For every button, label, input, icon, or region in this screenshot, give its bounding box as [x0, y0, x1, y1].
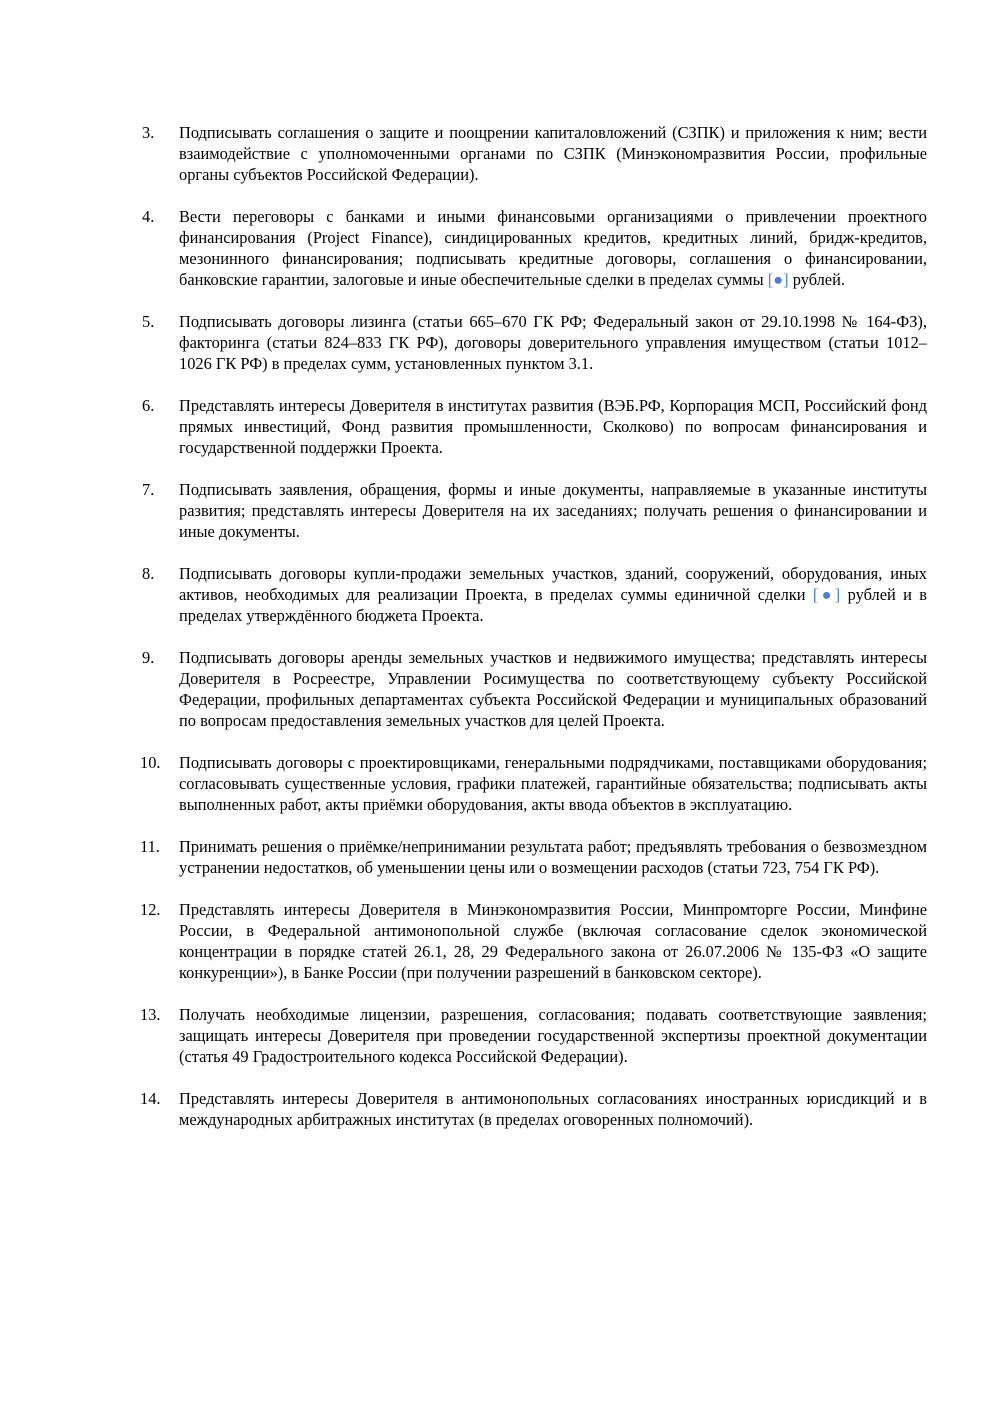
- item-text: Принимать решения о приёмке/непринимании результата работ; предъявлять требования о безвозмездном устранении недостатков, об уменьшении цены или о возмещении расходов (статьи 723, 754 ГК РФ).: [179, 837, 927, 877]
- item-text: Подписывать заявления, обращения, формы и иные документы, направляемые в указанные институты развития; представлять интересы Доверителя на их заседаниях; получать решения о финансировании и иные документы.: [179, 480, 927, 541]
- list-item: [140, 395, 927, 458]
- item-number: 14.: [140, 1089, 161, 1108]
- item-text-after: рублей и в пределах утверждённого бюджета Проекта.: [179, 585, 927, 625]
- item-text: Представлять интересы Доверителя в антимонопольных согласованиях иностранных юрисдикций и в международных арбитражных институтах (в пределах оговоренных полномочий).: [179, 1089, 927, 1129]
- item-text: [179, 206, 927, 290]
- item-number: 11.: [140, 837, 160, 856]
- item-number: 7.: [142, 480, 155, 499]
- item-text-before: Подписывать договоры купли-продажи земельных участков, зданий, сооружений, оборудования, иных активов, необходимых для реализации Проекта, в пределах суммы единичной сделки: [179, 564, 927, 604]
- amount-placeholder: [●]: [812, 585, 841, 604]
- item-text: Представлять интересы Доверителя в институтах развития (ВЭБ.РФ, Корпорация МСП, Российский фонд прямых инвестиций, Фонд развития промышленности, Сколково) по вопросам финансирования и государственной поддержки Проекта.: [179, 396, 927, 457]
- item-text: Представлять интересы Доверителя в Минэкономразвития России, Минпромторге России, Минфине России, в Федеральной антимонопольной службе (включая согласование сделок экономической концентрации в порядке статей 26.1, 28, 29 Федерального закона от 26.07.2006 № 135-ФЗ «О защите конкуренции»), в Банке России (при получении разрешений в банковском секторе).: [179, 900, 927, 982]
- list-item: [140, 1088, 927, 1130]
- numbered-list: [140, 122, 927, 1151]
- item-number: 5.: [142, 312, 155, 331]
- list-item: [140, 206, 927, 290]
- item-text: Подписывать договоры аренды земельных участков и недвижимого имущества; представлять интересы Доверителя в Росреестре, Управлении Росимущества по соответствующему субъекту Российской Федерации, профильных департаментах субъекта Российской Федерации и муниципальных образований по вопросам предоставления земельных участков для целей Проекта.: [179, 648, 927, 730]
- item-number: 9.: [142, 648, 155, 667]
- item-number: 3.: [142, 123, 155, 142]
- item-number: 8.: [142, 564, 155, 583]
- item-text: Получать необходимые лицензии, разрешения, согласования; подавать соответствующие заявления; защищать интересы Доверителя при проведении государственной экспертизы проектной документации (статья 49 Градостроительного кодекса Российской Федерации).: [179, 1005, 927, 1066]
- item-text-after: рублей.: [792, 270, 845, 289]
- list-item: [140, 752, 927, 815]
- item-text: Подписывать соглашения о защите и поощрении капиталовложений (СЗПК) и приложения к ним; вести взаимодействие с уполномоченными органами по СЗПК (Минэкономразвития России, профильные органы субъектов Российской Федерации).: [179, 123, 927, 184]
- list-item: [140, 479, 927, 542]
- item-number: 4.: [142, 207, 155, 226]
- item-text: Подписывать договоры лизинга (статьи 665–670 ГК РФ; Федеральный закон от 29.10.1998 № 164-ФЗ), факторинга (статьи 824–833 ГК РФ), договоры доверительного управления имуществом (статьи 1012–1026 ГК РФ) в пределах сумм, установленных пунктом 3.1.: [179, 312, 927, 373]
- item-text: Подписывать договоры с проектировщиками, генеральными подрядчиками, поставщиками оборудования; согласовывать существенные условия, графики платежей, гарантийные обязательства; подписывать акты выполненных работ, акты приёмки оборудования, акты ввода объектов в эксплуатацию.: [179, 753, 927, 814]
- list-item: [140, 836, 927, 878]
- item-text-before: Вести переговоры с банками и иными финансовыми организациями о привлечении проектного финансирования (Project Finance), синдицированных кредитов, кредитных линий, бридж-кредитов, мезонинного финансирования; подписывать кредитные договоры, соглашения о финансировании, банковские гарантии, залоговые и иные обеспечительные сделки в пределах суммы: [179, 207, 927, 289]
- list-item: [140, 311, 927, 374]
- amount-placeholder: [●]: [767, 270, 789, 289]
- list-item: [140, 647, 927, 731]
- list-item: [140, 563, 927, 626]
- item-number: 13.: [140, 1005, 161, 1024]
- item-number: 6.: [142, 396, 155, 415]
- list-item: [140, 1004, 927, 1067]
- list-item: [140, 122, 927, 185]
- list-item: [140, 899, 927, 983]
- item-text: [179, 563, 927, 626]
- item-number: 10.: [140, 753, 161, 772]
- item-number: 12.: [140, 900, 161, 919]
